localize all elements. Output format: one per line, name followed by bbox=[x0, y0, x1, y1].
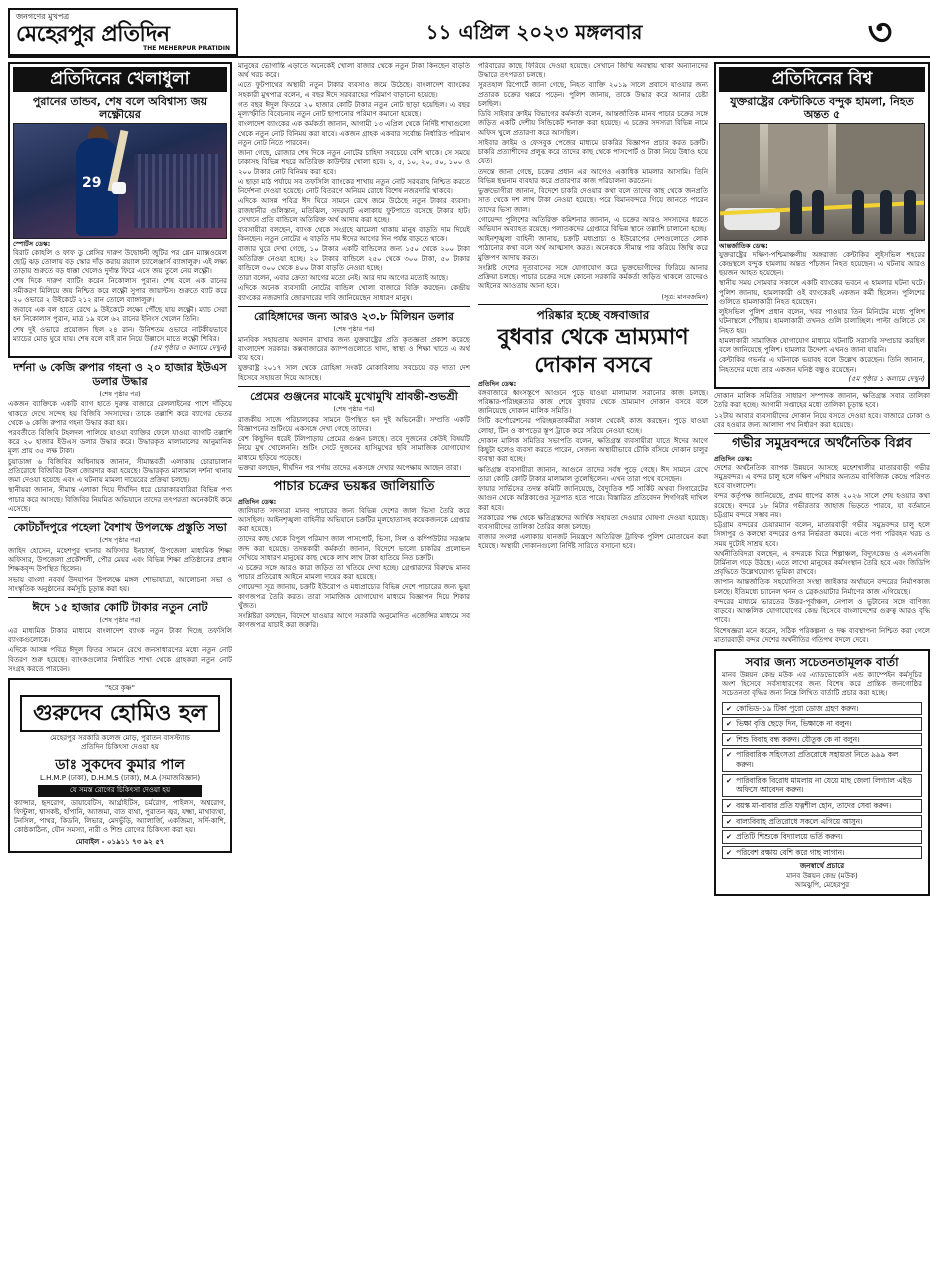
sports-continue: (৫ম পৃষ্ঠার ৩ কলামে দেখুন) bbox=[150, 344, 227, 353]
story-c-headline: ঈদে ১৫ হাজার কোটি টাকার নতুন নোট bbox=[32, 601, 208, 615]
check-icon: ✔ bbox=[726, 734, 733, 744]
world-para: কেন্টাকির গভর্নর এ ঘটনাকে ভয়াবহ বলে উল্লেখ করেছেন। তিনি জানান, নিহতদের মধ্যে তার একজন ঘনিষ্ঠ বন্ধুও রয়েছেন। bbox=[719, 356, 925, 374]
story-b-para: জাহিদ হোসেন, মহেশপুর থানার অফিসার ইনচার্জ, উপজেলা মাধ্যমিক শিক্ষা অফিসার, উপজেলা প্রকৌশলী, পৌর মেয়র এবং বিভিন্ন শিক্ষা প্রতিষ্ঠানের প্রধান শিক্ষকবৃন্দ উপস্থিত ছিলেন। bbox=[8, 546, 232, 574]
col3-para: তদন্তে জানা গেছে, চক্রের প্রধান এর আগেও একাধিক মামলার আসামি। তিনি বিভিন্ন ছদ্মনাম ব্যবহার করে প্রতারণার কাজ পরিচালনা করতেন। bbox=[478, 167, 708, 185]
column-1 bbox=[8, 62, 232, 1282]
col3-para: ভুক্তভোগীরা জানান, বিদেশে চাকরি দেওয়ার কথা বলে তাদের কাছ থেকে জনপ্রতি সাত থেকে দশ লাখ টাকা নেওয়া হয়েছে। পরে বিমানবন্দরে গিয়ে জানতে পারেন তাদের ভিসা জাল। bbox=[478, 187, 708, 214]
list-item: ✔ কোভিড-১৯ টিকা পুরো ডোজ গ্রহণ করুন। bbox=[722, 702, 922, 716]
col3-source: (সূত্র: মানবজমিন) bbox=[661, 292, 708, 301]
sea-para: বন্দরের মাধ্যমে ভারতের উত্তর-পূর্বাঞ্চল, নেপাল ও ভুটানের সঙ্গে বাণিজ্য বাড়বে। আঞ্চলিক যোগাযোগের কেন্দ্র হিসেবে বাংলাদেশের গুরুত্ব আরও বৃদ্ধি পাবে। bbox=[714, 597, 930, 625]
col3-para: ডিবি সাইবার ক্রাইম বিভাগের কর্মকর্তা বলেন, আন্তর্জাতিক মানব পাচার চক্রের সঙ্গে জড়িত একটি দেশীয় সিন্ডিকেট শনাক্ত করা হয়েছে। এ চক্রের সদস্যরা বিভিন্ন নামে অফিস খুলে প্রতারণা করে আসছিল। bbox=[478, 110, 708, 137]
bongobazar-para: ফায়ার সার্ভিসের তদন্ত কমিটি জানিয়েছে, বৈদ্যুতিক শর্ট সার্কিট অথবা সিগারেটের আগুন থেকে অগ্নিকাণ্ডের সূত্রপাত হতে পারে। বিস্তারিত প্রতিবেদন শিগগিরই দাখিল করা হবে। bbox=[478, 485, 708, 512]
sea-para: বন্দর কর্তৃপক্ষ জানিয়েছে, প্রথম ধাপের কাজ ২০২৬ সালে শেষ হওয়ার কথা রয়েছে। বন্দরে ১৮ মিটার গভীরতার জাহাজ ভিড়তে পারবে, যা বর্তমানে চট্টগ্রাম বন্দরে সম্ভব নয়। bbox=[714, 492, 930, 519]
world-section-title: প্রতিদিনের বিশ্ব bbox=[719, 67, 925, 92]
col3-para: আইনশৃঙ্খলা বাহিনী জানায়, চক্রটি মধ্যপ্রাচ্য ও ইউরোপের দেশগুলোতে লোক পাঠানোর কথা বলে অর্থ আত্মসাৎ করত। অনেককে সীমান্ত পার করিয়ে জিম্মি করে মুক্তিপণ আদায় করত। bbox=[478, 235, 708, 262]
col2-para: এদিকে আসন্ন পবিত্র ঈদ ঘিরে সামনে রেখে জমে উঠেছে নতুন টাকার ব্যবসা। রাজধানীর গুলিস্তান, মতিঝিল, সদরঘাট এলাকায় ফুটপাতে বসেছে টাকার হাট। সেখানে প্রতি বান্ডিলে অতিরিক্ত অর্থ আদায় করা হচ্ছে। bbox=[238, 197, 470, 224]
sports-headline: পুরানের তান্ডব, শেষ বলে অবিশ্বাস্য জয় লক্ষ্ণৌয়ের bbox=[32, 94, 208, 121]
col3-para: সাইবার ক্রাইম ও ফেসবুক পেজের মাধ্যমে চাকরির বিজ্ঞাপন প্রচার করত চক্রটি। চাকরি প্রত্যাশীদের প্রলুব্ধ করে তাদের কাছ থেকে পাসপোর্ট ও টাকা নিয়ে উধাও হয়ে যেত। bbox=[478, 138, 708, 166]
story-a-para: পরবর্তীতে বিজিবি টহলদল পালিয়ে যাওয়া ব্যাক্তির ফেলে যাওয়া ব্যাগটি তল্লাশি করে ২০ হাজার ইউএস ডলার উদ্ধার করে। উদ্ধারকৃত মালামালের আনুমানিক মূল্য প্রায় ৩৫ লক্ষ টাকা। bbox=[8, 429, 232, 456]
pachar-para: গোয়েন্দা সূত্র জানায়, চক্রটি ইউরোপ ও মধ্যপ্রাচ্যের বিভিন্ন দেশে পাচারের জন্য ভুয়া কাগজপত্র তৈরি করত। তারা সামাজিক যোগাযোগ মাধ্যমে বিজ্ঞাপন দিয়ে শিকার খুঁজত। bbox=[238, 583, 470, 610]
awareness-title: সবার জন্য সচেতনতামূলক বার্তা bbox=[745, 655, 899, 670]
list-item: ✔ প্রতিটি শিশুকে বিদ্যালয়ে ভর্তি করুন। bbox=[722, 830, 922, 844]
shooting-scene-photo bbox=[719, 123, 925, 241]
bongobazar-para: ক্ষতিগ্রস্ত ব্যবসায়ীরা জানান, আগুনে তাদের সর্বস্ব পুড়ে গেছে। ঈদ সামনে রেখে তারা কোটি কোটি টাকার মালামাল তুলেছিলেন। এখন তারা পথে বসেছেন। bbox=[478, 465, 708, 483]
story-b-para: সভায় বাংলা নববর্ষ উদযাপন উপলক্ষে মঙ্গল শোভাযাত্রা, আলোচনা সভা ও সাংস্কৃতিক অনুষ্ঠানের কর্মসূচি চূড়ান্ত করা হয়। bbox=[8, 575, 232, 593]
awareness-box bbox=[714, 649, 930, 896]
masthead-name-en: THE MEHERPUR PRATIDIN bbox=[143, 44, 230, 52]
rohingya-para: মানবিক সহায়তায় অবদান রাখার জন্য যুক্তরাষ্ট্রের প্রতি কৃতজ্ঞতা প্রকাশ করেছে বাংলাদেশ সরকার। কক্সবাজারের ক্যাম্পগুলোতে খাদ্য, স্বাস্থ্য ও শিক্ষা খাতে এ অর্থ ব্যয় হবে। bbox=[238, 335, 470, 363]
homeo-ad-hours: প্রতিদিন চিকিৎসা দেওয়া হয় bbox=[81, 743, 159, 752]
col3-para: গোয়েন্দা পুলিশের অতিরিক্ত কমিশনার জানান, এ চক্রের আরও সদস্যদের ধরতে অভিযান অব্যাহত রয়েছে। পলাতকদের গ্রেপ্তারে বিভিন্ন স্থানে তল্লাশি চালানো হচ্ছে। bbox=[478, 215, 708, 233]
check-icon: ✔ bbox=[726, 816, 733, 826]
sports-para: বিরাট কোহলি ও ফাফ ডু প্লেসির দারুণ উদ্বোধনী জুটির পর গ্লেন ম্যাক্সওয়েল ছোট্ট ঝড় তোলায় বড় স্কোর দাঁড় করায় রয়্যাল চ্যালেঞ্জার্স ব্যাঙ্গালুরু। এই লক্ষ্য তাড়ায় শুরুতে বড় ধাক্কা খেলেও দুর্দান্ত ফিরে এসে জয় তুলে নেয় লক্ষ্ণৌ। bbox=[13, 248, 227, 276]
pachar-headline: পাচার চক্রের ভয়ঙ্কর জালিয়াতি bbox=[273, 478, 435, 494]
masthead-logo bbox=[8, 8, 238, 56]
awareness-intro: মানব উন্নয়ন কেন্দ্র মউক এর এ্যাডভোকেসি এন্ড ক্যাম্পেইন কর্মসূচির অংশ হিসেবে সর্বসাধারণের জন্য বিশেষ করে প্রান্তিক জনগোষ্ঠির সচেতনতা বৃদ্ধির জন্য নিম্নে লিখিত বার্তাটি প্রচার করা হচ্ছে। bbox=[722, 670, 922, 698]
list-item: ✔ পারিবারিক সহিংসতা প্রতিরোধে সহায়তা নিতে ৯৯৯ কল করুন। bbox=[722, 748, 922, 771]
col2-para: তারা বলেন, এবার ক্রেতা আগের মতো নেই। আর দাম আগের মতোই আছে। bbox=[238, 274, 448, 283]
story-a-para: একজন ব্যাক্তিকে একটি ব্যাগ হাতে দুরুন্ত বাজারে রেললাইনের পাশে দাঁড়িয়ে থাকতে দেখে সন্দেহ হয় বিজিবি সদস্যদের। তাকে তল্লাশি করে ব্যাগের ভেতর থেকে ৬ কেজি রুপার গহনা উদ্ধার করা হয়। bbox=[8, 400, 232, 427]
sports-para: শেষ দুই ওভারে প্রয়োজন ছিল ২৪ রান। উনিশতম ওভারে নাটকীয়ভাবে ম্যাচের মোড় ঘুরে যায়। শেষ বলে বাই রান নিয়ে উল্লাসে মাতে লক্ষ্ণৌ শিবির। bbox=[13, 325, 227, 343]
sea-para: দেশের অর্থনৈতিক ব্যাপক উন্নয়নে আসছে মহেশখালীর মাতারবাড়ী গভীর সমুদ্রবন্দর। এ বন্দর চালু হলে দক্ষিণ এশিয়ার অন্যতম বাণিজ্যিক কেন্দ্রে পরিণত হবে বাংলাদেশ। bbox=[714, 463, 930, 491]
bongobazar-kicker: পরিষ্কার হচ্ছে বঙ্গবাজার bbox=[536, 308, 650, 323]
world-headline: যুক্তরাষ্ট্রের কেন্টাকিতে বন্দুক হামলা, নিহত অন্তত ৫ bbox=[730, 94, 914, 121]
masthead-name: মেহেরপুর প্রতিদিন bbox=[16, 20, 170, 47]
homeo-ad-address: মেহেরপুর সরকারি কলেজ মোড়, পুরাতন বাসস্ট্যান্ড bbox=[50, 734, 190, 743]
world-para: স্থানীয় সময় সোমবার সকালে একটি ব্যাংকের ভবনে এ হামলার ঘটনা ঘটে। পুলিশ জানায়, হামলাকারী ওই ব্যাংকেরই একজন কর্মী ছিলেন। পুলিশের গুলিতে হামলাকারী নিহত হয়েছেন। bbox=[719, 279, 925, 306]
masthead bbox=[8, 8, 930, 58]
homeo-ad-doctor: ডাঃ সুকদেব কুমার পাল bbox=[55, 756, 185, 773]
bongobazar-headline: বুধবার থেকে ভ্রাম্যমাণ দোকান বসবে bbox=[497, 325, 689, 378]
homeo-ad-treats: ক্যান্সার, হৃদরোগ, ডায়াবেটিস, আর্থ্রাইটিস, চর্মরোগ, পাইলস, অশ্বরোগ, ফিস্টুলা, শ্বাসকষ্ট, হাঁপানি, অ্যাজমা, বাত ব্যথা, পুরাতন জ্বর, যক্ষ্মা, মাথাব্যথা, টনসিল, পাথর, কিডনি, লিভার, মেদভুঁড়ি, অ্যালার্জি, একজিমা, সর্দি-কাশি, কোষ্ঠকাঠিন্য, যৌন সমস্যা, নারী ও শিশু রোগের চিকিৎসা করা হয়। bbox=[14, 798, 226, 835]
sea-para: বিশেষজ্ঞরা মনে করেন, সঠিক পরিকল্পনা ও দক্ষ ব্যবস্থাপনা নিশ্চিত করা গেলে মাতারবাড়ী বন্দর দেশের অর্থনীতির গতিপথ বদলে দেবে। bbox=[714, 626, 930, 644]
story-c-para: এদিকে আসন্ন পবিত্র ঈদুল ফিতর সামনে রেখে জনসাধারণের মধ্যে নতুন নোট বিতরণ শুরু হয়েছে। ব্যাংকগুলোর নির্ধারিত শাখা থেকে গ্রাহকরা নতুন নোট সংগ্রহ করতে পারবেন। bbox=[8, 646, 232, 673]
check-icon: ✔ bbox=[726, 775, 733, 785]
sports-para: শেষ দিকে দারুণ ব্যাটিং করেন নিকোলাস পুরান। শেষ বলে এক রানের সমীকরণ মিলিয়ে জয় নিশ্চিত করে লক্ষ্ণৌ সুপার জায়ান্টস। শুরুতে ব্যাট করে ২০ ওভারে ২ উইকেটে ২১২ রান তোলে ব্যাঙ্গালুরু। bbox=[13, 277, 227, 304]
homeo-ad-badge: যে সমস্ত রোগের চিকিৎসা দেওয়া হয় bbox=[38, 785, 202, 796]
column-3 bbox=[478, 62, 708, 1282]
pachar-para: এ চক্রের সঙ্গে আরও কারা জড়িত তা খতিয়ে দেখা হচ্ছে। গ্রেপ্তারদের বিরুদ্ধে মানব পাচার প্রতিরোধ আইনে মামলা দায়ের করা হয়েছে। bbox=[238, 564, 470, 582]
bongobazar-byline: প্রতিদিন ডেস্ক: bbox=[478, 380, 517, 389]
world-continue: (৫ম পৃষ্ঠার ১ কলামে দেখুন) bbox=[848, 374, 925, 383]
list-item: ✔ বয়স্ক মা-বাবার প্রতি যত্নশীল হোন, তাদের সেবা করুন। bbox=[722, 799, 922, 813]
masthead-tagline: জনগণের মুখপত্র bbox=[16, 12, 70, 21]
pachar-byline: প্রতিদিন ডেস্ক: bbox=[238, 497, 277, 506]
world-para: লুইসভিল পুলিশ প্রধান বলেন, খবর পাওয়ার তিন মিনিটের মধ্যে পুলিশ ঘটনাস্থলে পৌঁছায়। হামলাকারী তখনও গুলি চালাচ্ছিল। পাল্টা গুলিতে সে নিহত হয়। bbox=[719, 308, 925, 335]
story-a-para: স্থানীয়রা জানান, সীমান্ত এলাকা দিয়ে দীর্ঘদিন ধরে চোরাকারবারিরা বিভিন্ন পণ্য পাচার করে আসছে। বিজিবির নিয়মিত অভিযানে তাদের তৎপরতা অনেকটাই কমে এসেছে। bbox=[8, 486, 232, 513]
cricket-photo: 29 bbox=[13, 123, 227, 239]
awareness-footer bbox=[722, 862, 922, 890]
story-c-cont: (শেষ পৃষ্ঠার পর) bbox=[99, 616, 141, 625]
world-para: হামলাকারী সামাজিক যোগাযোগ মাধ্যমে ঘটনাটি সরাসরি সম্প্রচার করছিল বলে জানিয়েছে পুলিশ। হামলার উদ্দেশ্য এখনও জানা যায়নি। bbox=[719, 336, 925, 355]
sports-box bbox=[8, 62, 232, 358]
homeo-ad bbox=[8, 678, 232, 853]
sports-section-title: প্রতিদিনের খেলাধুলা bbox=[13, 67, 227, 92]
story-b-headline: কোটচাঁদপুরে পহেলা বৈশাখ উপলক্ষে প্রস্তুতি সভা bbox=[13, 521, 227, 535]
check-icon: ✔ bbox=[726, 832, 733, 842]
pachar-para: সংশ্লিষ্টরা বলছেন, বিদেশে যাওয়ার আগে সরকারি অনুমোদিত এজেন্সির মাধ্যমে সব কাগজপত্র যাচাই করা জরুরি। bbox=[238, 612, 470, 630]
homeo-ad-tagline: "হরে কৃষ্ণ" bbox=[105, 683, 135, 692]
prem-para: রাজকীয় সাজে পরিচালকের সামনে উপস্থিত হন দুই অভিনেত্রী। সম্প্রতি একটি বিজ্ঞাপনের শুটিংয়ে একসঙ্গে দেখা গেছে তাদের। bbox=[238, 415, 470, 433]
world-more-para: ১২টায় আবার ব্যবসায়ীদের দোকান নিয়ে বসতে দেওয়া হবে। বাজারে ঢোকা ও বের হওয়ার জন্য আলাদা পথ নির্ধারণ করা হয়েছে। bbox=[714, 411, 930, 429]
rohingya-para: যুক্তরাষ্ট্র ২০১৭ সাল থেকে রোহিঙ্গা সংকট মোকাবিলায় সবচেয়ে বড় দাতা দেশ হিসেবে সহায়তা দিয়ে আসছে। bbox=[238, 364, 470, 382]
story-b-cont: (শেষ পৃষ্ঠার পর) bbox=[99, 536, 141, 545]
sea-para: চট্টগ্রাম বন্দরের চেয়ারম্যান বলেন, মাতারবাড়ী গভীর সমুদ্রবন্দর চালু হলে সিঙ্গাপুর ও কলম্বো বন্দরের ওপর নির্ভরতা কমবে। এতে পণ্য পরিবহন খরচ ও সময় দুটোই সাশ্রয় হবে। bbox=[714, 521, 930, 548]
prem-headline: প্রেমের গুঞ্জনের মাঝেই মুখোমুখি শ্রাবন্তী-শুভশ্রী bbox=[250, 389, 458, 403]
issue-date: ১১ এপ্রিল ২০২৩ মঙ্গলবার bbox=[425, 19, 643, 44]
col2-para: এতে ফুটপাথের অস্থায়ী নতুন টাকার ব্যবসাও জমে উঠেছে। বাংলাদেশ ব্যাংকের সহকারী মুখপাত্র বলেন, এ বছর ঈদে সরবরাহের পরিমাণ বাড়ানো হয়েছে। bbox=[238, 81, 470, 99]
col2-para: মানুষের ভোগান্তি এড়াতে অনেকেই খোলা বাজার থেকে নতুন টাকা কিনছেন বাড়তি অর্থ খরচ করে। bbox=[238, 62, 470, 80]
col2-para: এ ছাড়া মাঠ পর্যায়ে সব তফসিলি ব্যাংকের শাখায় নতুন নোট সরবরাহ নিশ্চিত করতে নির্দেশনা দেওয়া হয়েছে। নোট বিতরণে অনিয়ম রোধে বিশেষ নজরদারি থাকবে। bbox=[238, 177, 470, 196]
prem-para: বেশ কিছুদিন ধরেই টলিপাড়ায় প্রেমের গুঞ্জন চলছে। তবে দুজনের কেউই বিষয়টি নিয়ে মুখ খোলেননি। শুটিং সেটে দুজনের হাসিমুখের ছবি সামাজিক যোগাযোগ মাধ্যমে ছড়িয়ে পড়েছে। bbox=[238, 435, 470, 462]
world-byline: আন্তর্জাতিক ডেস্ক: bbox=[719, 242, 768, 251]
story-a-cont: (শেষ পৃষ্ঠার পর) bbox=[99, 389, 141, 398]
prem-para: ভক্তরা বলছেন, দীর্ঘদিন পর পর্দায় তাদের একসঙ্গে দেখার অপেক্ষায় আছেন তারা। bbox=[238, 463, 462, 472]
world-para: যুক্তরাষ্ট্রের দক্ষিণ-পশ্চিমাঞ্চলীয় অঙ্গরাজ্য কেন্টাকির লুইসভিল শহরের কেন্দ্রস্থলে বন্দুক হামলায় অন্তত পাঁচজন নিহত হয়েছেন। এ ঘটনায় আরও ছয়জন আহত হয়েছেন। bbox=[719, 250, 925, 278]
sports-para: জবাবে এক বল হাতে রেখে ৯ উইকেটে লক্ষ্যে পৌঁছে যায় লক্ষ্ণৌ। ম্যাচ সেরা হন নিকোলাস পুরান, মাত্র ১৯ বলে ৬২ রানের ইনিংস খেলেন তিনি। bbox=[13, 306, 227, 324]
bongobazar-para: বাজার সংলগ্ন এলাকায় যানজট নিয়ন্ত্রণে অতিরিক্ত ট্রাফিক পুলিশ মোতায়েন করা হয়েছে। অস্থায়ী দোকানগুলো নির্দিষ্ট সারিতে বসানো হবে। bbox=[478, 533, 708, 551]
col3-para: সংশ্লিষ্ট দেশের দূতাবাসের সঙ্গে যোগাযোগ করে ভুক্তভোগীদের ফিরিয়ে আনার প্রক্রিয়া চলছে। পাচার চক্রের সঙ্গে কোনো সরকারি কর্মকর্তা জড়িত থাকলে তাদেরও আইনের আওতায় আনা হবে। bbox=[478, 263, 708, 291]
page-body bbox=[8, 62, 930, 1282]
col3-para: পরিবারের কাছে ফিরিয়ে দেওয়া হয়েছে। সেখানে জিম্মি অবস্থায় থাকা অন্যান্যদের উদ্ধারে তৎপরতা চলছে। bbox=[478, 62, 708, 80]
col2-para: ব্যবসায়ীরা বলছেন, ব্যাংক থেকে সংগ্রহে ঝামেলা থাকায় মানুষ বাড়তি দাম দিয়েই কিনছেন। নতুন নোটের এ বাড়তি দাম ঈদের আগের দিন পর্যন্ত বাড়তে থাকে। bbox=[238, 225, 470, 244]
world-box bbox=[714, 62, 930, 389]
story-a-headline: দর্শনা ৬ কেজি রুপার গহনা ও ২০ হাজার ইউএস ডলার উদ্ধার bbox=[13, 361, 227, 388]
col2-para: গত বছর ঈদুল ফিতরে ২০ হাজার কোটি টাকার নতুন নোট ছাড়া হয়েছিল। এ বছর মূল্যস্ফীতি বিবেচনায় নতুন নোট ছাপানোর পরিমাণ কমানো হয়েছে। bbox=[238, 100, 470, 119]
check-icon: ✔ bbox=[726, 847, 733, 857]
rohingya-headline: রোহিঙ্গাদের জন্য আরও ২৩.৮ মিলিয়ন ডলার bbox=[254, 309, 454, 323]
world-more-para: দোকান মালিক সমিতির সাধারণ সম্পাদক জানান, ক্ষতিগ্রস্ত সবার তালিকা তৈরি করা হচ্ছে। আগামী সপ্তাহের মধ্যে তালিকা চূড়ান্ত হবে। bbox=[714, 392, 930, 410]
awareness-footer-org: মানব উন্নয়ন কেন্দ্র (মউক) bbox=[786, 871, 858, 880]
col2-para: বাজার ঘুরে দেখা গেছে, ১০ টাকার একটি বান্ডিলের জন্য ১৫০ থেকে ২০০ টাকা অতিরিক্ত নেওয়া হচ্ছে। ২০ টাকার বান্ডিলে ২৫০ থেকে ৩০০ টাকা, ৫০ টাকার বান্ডিলে ৩০০ থেকে ৪০০ টাকা বাড়তি নেওয়া হচ্ছে। bbox=[238, 245, 470, 272]
sea-headline: গভীর সমুদ্রবন্দরে অর্থনৈতিক বিপ্লব bbox=[732, 435, 912, 451]
col3-para: সুরতহাল রিপোর্টে জানা গেছে, নিহত ব্যাক্তি ২০১৯ সালে প্রবাসে যাওয়ার জন্য প্রতারক চক্রের খপ্পরে পড়েন। পুলিশ জানায়, তাকে উদ্ধার করে আনার চেষ্টা চলছিল। bbox=[478, 81, 708, 108]
list-item: ✔ বাল্যবিবাহ প্রতিরোধে সকলে এগিয়ে আসুন। bbox=[722, 815, 922, 829]
check-icon: ✔ bbox=[726, 800, 733, 810]
bongobazar-para: দোকান মালিক সমিতির সভাপতি বলেন, ক্ষতিগ্রস্ত ব্যবসায়ীরা যাতে ঈদের আগে কিছুটা হলেও ব্যবসা করতে পারেন, সেজন্য অস্থায়ীভাবে চৌকি বসিয়ে দোকান চালুর ব্যবস্থা করা হচ্ছে। bbox=[478, 436, 708, 464]
list-item: ✔ শিশু বিবাহ বন্ধ করুন। যৌতুক কে না বলুন। bbox=[722, 733, 922, 747]
rohingya-cont: (শেষ পৃষ্ঠার পর) bbox=[333, 325, 375, 334]
column-2 bbox=[238, 62, 470, 1282]
homeo-ad-title: গুরুদেব হোমিও হল bbox=[20, 695, 220, 732]
page-number: ৩ bbox=[867, 8, 893, 54]
list-item: ✔ পরিবেশ রক্ষায় বেশি করে গাছ লাগান। bbox=[722, 846, 922, 860]
column-4 bbox=[714, 62, 930, 1282]
prem-cont: (শেষ পৃষ্ঠার পর) bbox=[333, 404, 375, 413]
col2-para: এদিকে অনেক ব্যবসায়ী নোটের বান্ডিল খোলা বাজারে বিক্রি করছেন। কেন্দ্রীয় ব্যাংকের নজরদারি জোরদারের দাবি জানিয়েছেন সাধারণ মানুষ। bbox=[238, 284, 470, 302]
homeo-ad-degree: L.H.M.P (ঢাকা), D.H.M.S (ঢাকা), M.A (সমাজবিজ্ঞান) bbox=[39, 774, 201, 783]
col2-para: বাংলাদেশ ব্যাংকের এক কর্মকর্তা জানান, আগামী ১৩ এপ্রিল থেকে নির্দিষ্ট শাখাগুলো থেকে নতুন নোট বিনিময় করা যাবে। একজন গ্রাহক একবার সর্বোচ্চ নির্ধারিত পরিমাণ নতুন নোট নিতে পারবেন। bbox=[238, 120, 470, 147]
sea-byline: প্রতিদিন ডেস্ক: bbox=[714, 454, 753, 463]
awareness-footer-place: আমঝুপি, মেহেরপুর bbox=[794, 880, 850, 889]
bongobazar-para: সরকারের পক্ষ থেকে ক্ষতিগ্রস্তদের আর্থিক সহায়তা দেওয়ার ঘোষণা দেওয়া হয়েছে। ব্যবসায়ীদের তালিকা তৈরির কাজ চলছে। bbox=[478, 513, 708, 532]
pachar-para: জালিয়াত সদস্যরা মানব পাচারের জন্য বিভিন্ন দেশের জাল ভিসা তৈরি করে আসছিল। আইনশৃঙ্খলা বাহিনীর অভিযানে চক্রটির মূলহোতাসহ কয়েকজনকে গ্রেপ্তার করা হয়েছে। bbox=[238, 506, 470, 534]
list-item: ✔ পারিবারিক বিরোধ মামলায় না যেয়ে মাছ জেলা লিগ্যাল এইড অফিসে আবেদন করুন। bbox=[722, 774, 922, 797]
sea-para: জাপান আন্তর্জাতিক সহযোগিতা সংস্থা জাইকার অর্থায়নে বন্দরের নির্মাণকাজ চলছে। ইতিমধ্যে চ্যানেল খনন ও ব্রেকওয়াটার নির্মাণের কাজ এগিয়েছে। bbox=[714, 578, 930, 596]
sea-para: অর্থনীতিবিদরা বলছেন, এ বন্দরকে ঘিরে শিল্পাঞ্চল, বিদ্যুৎকেন্দ্র ও এলএনজি টার্মিনাল গড়ে উঠছে। এতে লাখো মানুষের কর্মসংস্থান তৈরি হবে এবং জিডিপি প্রবৃদ্ধিতে উল্লেখযোগ্য ভূমিকা রাখবে। bbox=[714, 549, 930, 577]
check-icon: ✔ bbox=[726, 719, 733, 729]
bongobazar-para: বঙ্গবাজারে ধ্বংসস্তূপে আগুনে পুড়ে যাওয়া মালামাল সরানোর কাজ চলছে। পরিষ্কার-পরিচ্ছন্নতার কাজ শেষে বুধবার থেকে ভ্রাম্যমাণ দোকান বসবে বলে জানিয়েছে দোকান মালিক সমিতি। bbox=[478, 388, 708, 416]
story-c-para: এর মাধ্যমিক টাকার মাধ্যমে বাংলাদেশ ব্যাংক নতুন টাকা দিচ্ছে তফসিলি ব্যাংকগুলোকে। bbox=[8, 626, 232, 645]
homeo-ad-phone: মোবাইল - ০১৯১১ ৭৩ ৯২ ৫৭ bbox=[75, 837, 165, 846]
check-icon: ✔ bbox=[726, 750, 733, 760]
bongobazar-para: সিটি কর্পোরেশনের পরিচ্ছন্নতাকর্মীরা সকাল থেকেই কাজ করছেন। পুড়ে যাওয়া লোহা, টিন ও কাপড়ের স্তূপ ট্রাকে করে সরিয়ে নেওয়া হচ্ছে। bbox=[478, 417, 708, 435]
story-a-para: চুয়াডাঙ্গা ৬ বিজিবির অধিনায়ক জানান, সীমান্তবর্তী এলাকায় চোরাচালান প্রতিরোধে বিজিবির টহল জোরদার করা হয়েছে। উদ্ধারকৃত মালামাল দর্শনা থানায় জমা দেওয়া হয়েছে এবং এ ঘটনায় মামলা দায়েরের প্রক্রিয়া চলছে। bbox=[8, 457, 232, 485]
col2-para: জানা গেছে, রোজার শেষ দিকে নতুন নোটের চাহিদা সবচেয়ে বেশি থাকে। সে সময়ে ঢাকাসহ বিভিন্ন শহরে অতিরিক্ত কাউন্টার খোলা হবে। ২, ৫, ১০, ২০, ৫০, ১০০ ও ২০০ টাকার নোট বিনিময় করা হবে। bbox=[238, 149, 470, 176]
sports-byline: স্পোর্টস ডেস্ক: bbox=[13, 240, 51, 249]
pachar-para: তাদের কাছ থেকে বিপুল পরিমাণ জাল পাসপোর্ট, ভিসা, সিল ও কম্পিউটার সরঞ্জাম জব্দ করা হয়েছে। তদন্তকারী কর্মকর্তা জানান, বিদেশে ভালো চাকরির প্রলোভন দেখিয়ে সাধারণ মানুষের কাছ থেকে লাখ লাখ টাকা হাতিয়ে নিত চক্রটি। bbox=[238, 535, 470, 562]
awareness-list bbox=[722, 702, 922, 860]
list-item: ✔ ভিক্ষা বৃত্তি ছেড়ে দিন, ভিক্ষাকে না বলুন। bbox=[722, 717, 922, 731]
awareness-footer-label: জনস্বার্থে প্রচারে bbox=[799, 862, 845, 871]
check-icon: ✔ bbox=[726, 703, 733, 713]
